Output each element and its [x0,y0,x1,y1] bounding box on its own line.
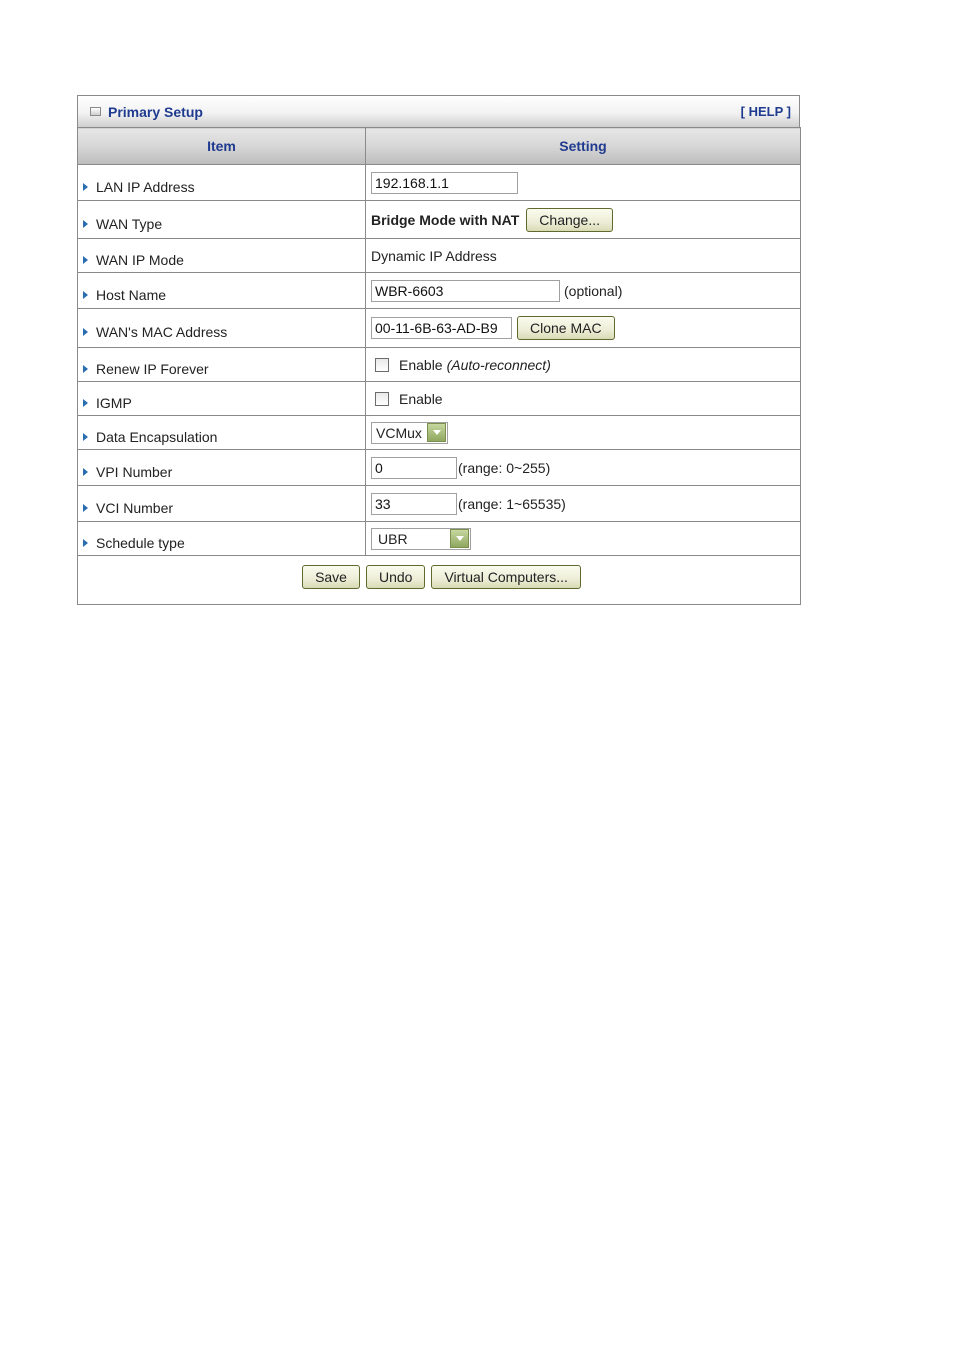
undo-button[interactable]: Undo [366,565,425,589]
data-encap-selected: VCMux [376,424,422,441]
bullet-arrow-icon [83,365,88,373]
primary-setup-panel [77,95,800,605]
row-wan-mac [78,309,801,348]
virtual-computers-button[interactable]: Virtual Computers... [431,565,580,589]
row-label: VCI Number [96,499,174,516]
row-label: WAN IP Mode [96,251,184,268]
change-wan-type-button[interactable]: Change... [526,208,613,232]
wan-mac-input[interactable] [371,317,512,339]
bullet-arrow-icon [83,433,88,441]
row-data-encap [78,416,801,450]
igmp-checkbox[interactable] [375,392,389,406]
bullet-arrow-icon [83,220,88,228]
panel-icon [90,107,101,116]
row-renew-ip [78,348,801,382]
wan-type-value: Bridge Mode with NAT [371,211,520,228]
host-name-note: (optional) [564,282,623,299]
bullet-arrow-icon [83,468,88,476]
renew-ip-checkbox-note: (Auto-reconnect) [446,356,551,373]
row-host-name [78,273,801,309]
row-label: Host Name [96,286,167,303]
row-label: LAN IP Address [96,178,195,195]
bullet-arrow-icon [83,399,88,407]
row-wan-type [78,201,801,239]
bullet-arrow-icon [83,539,88,547]
bullet-arrow-icon [83,256,88,264]
igmp-checkbox-label: Enable [399,390,443,407]
column-header-setting: Setting [366,128,801,165]
row-schedule [78,522,801,556]
host-name-input[interactable] [371,280,560,302]
bullet-arrow-icon [83,504,88,512]
renew-ip-checkbox-label: Enable [399,356,443,373]
column-header-item: Item [78,128,366,165]
panel-titlebar [77,95,800,127]
vpi-range-note: (range: 0~255) [458,459,551,476]
lan-ip-input[interactable] [371,172,518,194]
schedule-type-select[interactable] [371,528,471,550]
save-button[interactable]: Save [302,565,360,589]
row-igmp [78,382,801,416]
help-link[interactable]: [ HELP ] [740,104,791,119]
settings-table [77,127,801,605]
chevron-down-icon[interactable] [427,423,446,442]
row-label: VPI Number [96,463,173,480]
wan-ip-mode-value: Dynamic IP Address [371,247,497,264]
row-label: Schedule type [96,534,185,551]
bullet-arrow-icon [83,291,88,299]
chevron-down-icon[interactable] [450,529,469,548]
vci-range-note: (range: 1~65535) [458,495,566,512]
renew-ip-checkbox[interactable] [375,358,389,372]
vpi-input[interactable] [371,457,457,479]
row-label: WAN Type [96,215,163,232]
row-vci [78,486,801,522]
bullet-arrow-icon [83,328,88,336]
row-wan-ip-mode [78,239,801,273]
bullet-arrow-icon [83,183,88,191]
clone-mac-button[interactable]: Clone MAC [517,316,615,340]
panel-title: Primary Setup [108,103,203,120]
vci-input[interactable] [371,493,457,515]
row-label: Renew IP Forever [96,360,209,377]
row-label: IGMP [96,394,132,411]
row-label: Data Encapsulation [96,428,218,445]
row-vpi [78,450,801,486]
row-lan-ip [78,165,801,201]
schedule-type-selected: UBR [378,530,408,547]
row-label: WAN's MAC Address [96,324,228,340]
data-encap-select[interactable] [371,422,448,444]
action-row [78,556,801,605]
